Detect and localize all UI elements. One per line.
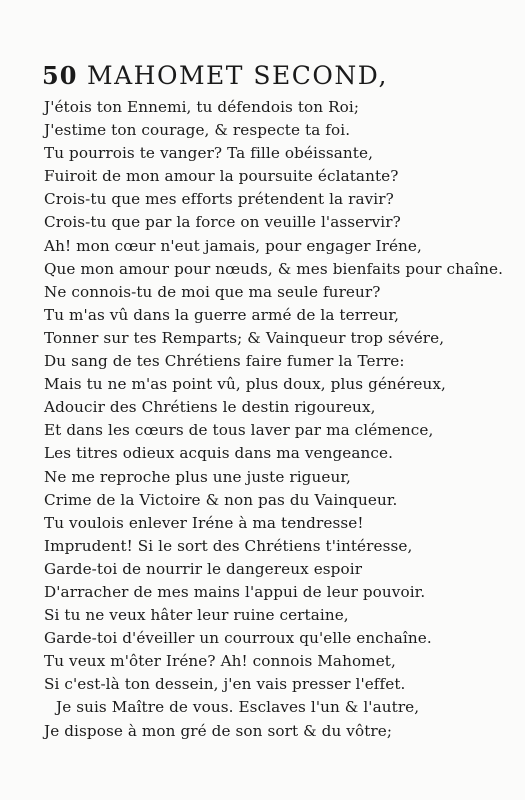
verse-line: Du sang de tes Chrétiens faire fumer la Terre:: [44, 352, 405, 371]
verse-line: Ne connois-tu de moi que ma seule fureur?: [44, 282, 381, 301]
verse-line: Crois-tu que par la force on veuille l'asservir?: [44, 213, 401, 232]
verse-line: Et dans les cœurs de tous laver par ma clémence,: [44, 421, 434, 440]
running-title: MAHOMET SECOND,: [87, 61, 388, 90]
verse-line: Crois-tu que mes efforts prétendent la ravir?: [44, 190, 394, 209]
verse-line: J'estime ton courage, & respecte ta foi.: [44, 121, 351, 140]
verse-line: Mais tu ne m'as point vû, plus doux, plus généreux,: [44, 375, 446, 394]
verse-line: Ah! mon cœur n'eut jamais, pour engager Iréne,: [44, 236, 422, 255]
verse-line: Garde-toi d'éveiller un courroux qu'elle enchaîne.: [44, 629, 432, 648]
verse-line: Tu veux m'ôter Iréne? Ah! connois Mahomet,: [44, 652, 396, 671]
verse-line: Garde-toi de nourrir le dangereux espoir: [44, 559, 363, 578]
verse-line: D'arracher de mes mains l'appui de leur pouvoir.: [44, 582, 426, 601]
verse-line: Fuiroit de mon amour la poursuite éclatante?: [44, 167, 399, 186]
verse-line: Je dispose à mon gré de son sort & du vôtre;: [44, 721, 393, 740]
verse-line: Que mon amour pour nœuds, & mes bienfaits pour chaîne.: [44, 259, 504, 278]
verse-line: Les titres odieux acquis dans ma vengeance.: [44, 444, 394, 463]
verse-line: Tonner sur tes Remparts; & Vainqueur trop sévére,: [44, 328, 445, 347]
verse-line: Imprudent! Si le sort des Chrétiens t'intéresse,: [44, 536, 413, 555]
verse-line: Tu m'as vû dans la guerre armé de la terreur,: [44, 305, 400, 324]
verse-line: Tu pourrois te vanger? Ta fille obéissante,: [44, 144, 373, 163]
page-header: [42, 58, 462, 94]
verse-line: Si tu ne veux hâter leur ruine certaine,: [44, 606, 349, 625]
verse-line: Tu voulois enlever Iréne à ma tendresse!: [44, 513, 364, 532]
verse-line: Crime de la Victoire & non pas du Vainqueur.: [44, 490, 398, 509]
verse-text-block: [44, 96, 504, 743]
verse-line: J'étois ton Ennemi, tu défendois ton Roi;: [44, 98, 360, 116]
verse-line: Si c'est-là ton dessein, j'en vais presser l'effet.: [44, 675, 406, 694]
verse-line: Adoucir des Chrétiens le destin rigoureux,: [44, 398, 376, 417]
verse-line: Ne me reproche plus une juste rigueur,: [44, 467, 351, 486]
verse-line: Je suis Maître de vous. Esclaves l'un & l'autre,: [56, 698, 420, 717]
page-number: 50: [42, 61, 78, 90]
